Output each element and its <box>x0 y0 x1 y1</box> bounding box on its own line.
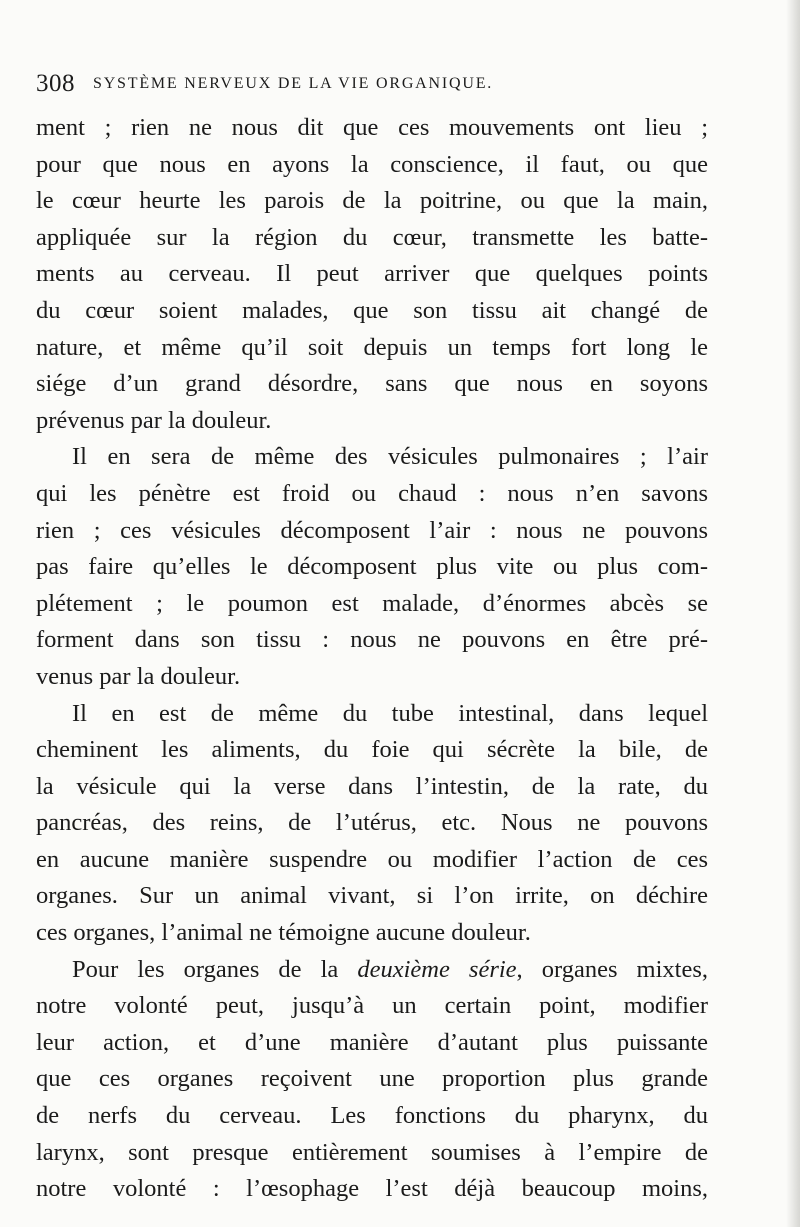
italic-term: deuxième série <box>357 955 517 983</box>
text-line: notre volonté peut, jusqu’à un certain point, modifier <box>36 992 708 1020</box>
text-line: qui les pénètre est froid ou chaud : nous n’en savons <box>36 479 708 507</box>
running-head <box>36 70 736 100</box>
text-line: pour que nous en ayons la conscience, il faut, ou que <box>36 150 708 178</box>
text-line: pancréas, des reins, de l’utérus, etc. Nous ne pouvons <box>36 809 708 837</box>
text-run: Pour les organes de la <box>72 955 358 983</box>
text-line: que ces organes reçoivent une proportion plus grande <box>36 1065 708 1093</box>
text-line: forment dans son tissu : nous ne pouvons en être pré- <box>36 626 708 654</box>
text-line: leur action, et d’une manière d’autant plus puissante <box>36 1028 708 1056</box>
text-line: ment ; rien ne nous dit que ces mouvements ont lieu ; <box>36 114 708 141</box>
text-line: larynx, sont presque entièrement soumises à l’empire de <box>36 1138 708 1166</box>
text-line: en aucune manière suspendre ou modifier l’action de ces <box>36 845 708 873</box>
text-line: organes. Sur un animal vivant, si l’on irrite, on déchire <box>36 882 708 910</box>
page-edge-shadow <box>786 0 800 1227</box>
text-line: du cœur soient malades, que son tissu ait changé de <box>36 296 708 324</box>
text-line: notre volonté : l’œsophage l’est déjà beaucoup moins, <box>36 1175 708 1203</box>
text-line: la vésicule qui la verse dans l’intestin, de la rate, du <box>36 772 708 800</box>
text-line: plétement ; le poumon est malade, d’énormes abcès se <box>36 589 708 617</box>
paragraph-first-line <box>36 952 708 989</box>
text-line: pas faire qu’elles le décomposent plus vite ou plus com- <box>36 553 708 581</box>
text-line: rien ; ces vésicules décomposent l’air : nous ne pouvons <box>36 516 708 544</box>
text-line: cheminent les aliments, du foie qui sécrète la bile, de <box>36 736 708 764</box>
text-line: le cœur heurte les parois de la poitrine, ou que la main, <box>36 187 708 215</box>
paragraph-first-line: Il en est de même du tube intestinal, dans lequel <box>72 699 708 727</box>
text-line: venus par la douleur. <box>36 662 241 690</box>
text-line: prévenus par la douleur. <box>36 406 272 434</box>
text-line: ments au cerveau. Il peut arriver que quelques points <box>36 260 708 288</box>
text-line: nature, et même qu’il soit depuis un temps fort long le <box>36 333 708 361</box>
running-title: SYSTÈME NERVEUX DE LA VIE ORGANIQUE. <box>93 75 494 92</box>
text-line: siége d’un grand désordre, sans que nous en soyons <box>36 370 708 398</box>
paragraph-first-line: Il en sera de même des vésicules pulmonaires ; l’air <box>72 443 708 471</box>
text-line: de nerfs du cerveau. Les fonctions du pharynx, du <box>36 1102 708 1130</box>
page-number: 308 <box>36 70 75 97</box>
text-line: appliquée sur la région du cœur, transmette les batte- <box>36 223 708 251</box>
text-line: ces organes, l’animal ne témoigne aucune douleur. <box>36 919 531 947</box>
body-text <box>36 110 708 1208</box>
text-run: , organes mixtes, <box>516 955 708 983</box>
